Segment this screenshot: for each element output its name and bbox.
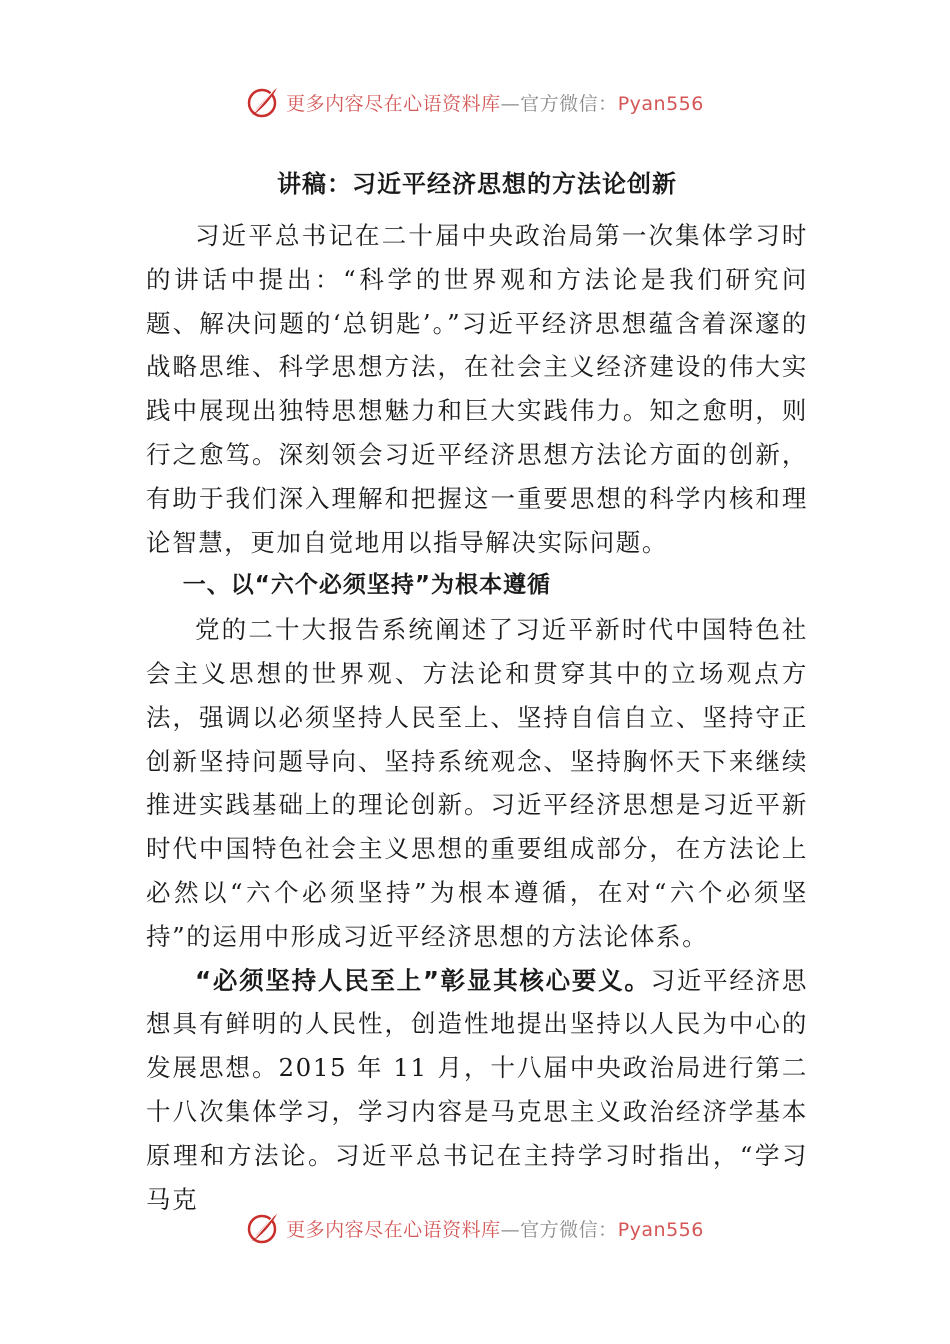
quill-pen-circle-icon xyxy=(246,85,280,119)
section-heading-1: 一、以“六个必须坚持”为根本遵循 xyxy=(182,572,552,599)
watermark-text xyxy=(286,1215,704,1242)
watermark-label: 官方微信： xyxy=(520,1218,618,1241)
paragraph-section-1: 党的二十大报告系统阐述了习近平新时代中国特色社会主义思想的世界观、方法论和贯穿其中的立场观点方法，强调以必须坚持人民至上、坚持自信自立、坚持守正创新坚持问题导向、坚持系统观念、坚持胸怀天下来继续推进实践基础上的理论创新。习近平经济思想是习近平新时代中国特色社会主义思想的重要组成部分，在方法论上必然以“六个必须坚持”为根本遵循，在对“六个必须坚持”的运用中形成习近平经济思想的方法论体系。 xyxy=(146,615,808,951)
watermark-dash: — xyxy=(500,1218,521,1241)
header-watermark xyxy=(0,82,950,122)
footer-watermark xyxy=(0,1208,950,1248)
paragraph-intro: 习近平总书记在二十届中央政治局第一次集体学习时的讲话中提出：“科学的世界观和方法论是我们研究问题、解决问题的‘总钥匙’。”习近平经济思想蕴含着深邃的战略思维、科学思想方法，在社会主义经济建设的伟大实践中展现出独特思想魅力和巨大实践伟力。知之愈明，则行之愈笃。深刻领会习近平经济思想方法论方面的创新，有助于我们深入理解和把握这一重要思想的科学内核和理论智慧，更加自觉地用以指导解决实际问题。 xyxy=(146,221,808,557)
watermark-dash: — xyxy=(500,92,521,115)
watermark-wechat-id: Pyan556 xyxy=(617,92,704,115)
watermark-main-text: 更多内容尽在心语资料库 xyxy=(286,1218,501,1241)
paragraph-lead-bold: “必须坚持人民至上”彰显其核心要义。 xyxy=(195,965,651,995)
document-body xyxy=(146,162,808,1221)
paragraph-body-text: 习近平经济思想具有鲜明的人民性，创造性地提出坚持以人民为中心的发展思想。2015 年 11 月，十八届中央政治局进行第二十八次集体学习，学习内容是马克思主义政治经济学基本原理和方法论。习近平总书记在主持学习时指出，“学习马克 xyxy=(146,965,808,1214)
paragraph-people-first xyxy=(146,959,808,1222)
watermark-label: 官方微信： xyxy=(520,92,618,115)
watermark-main-text: 更多内容尽在心语资料库 xyxy=(286,92,501,115)
watermark-wechat-id: Pyan556 xyxy=(617,1218,704,1241)
document-title: 讲稿：习近平经济思想的方法论创新 xyxy=(277,170,677,198)
watermark-text xyxy=(286,89,704,116)
quill-pen-circle-icon xyxy=(246,1211,280,1245)
